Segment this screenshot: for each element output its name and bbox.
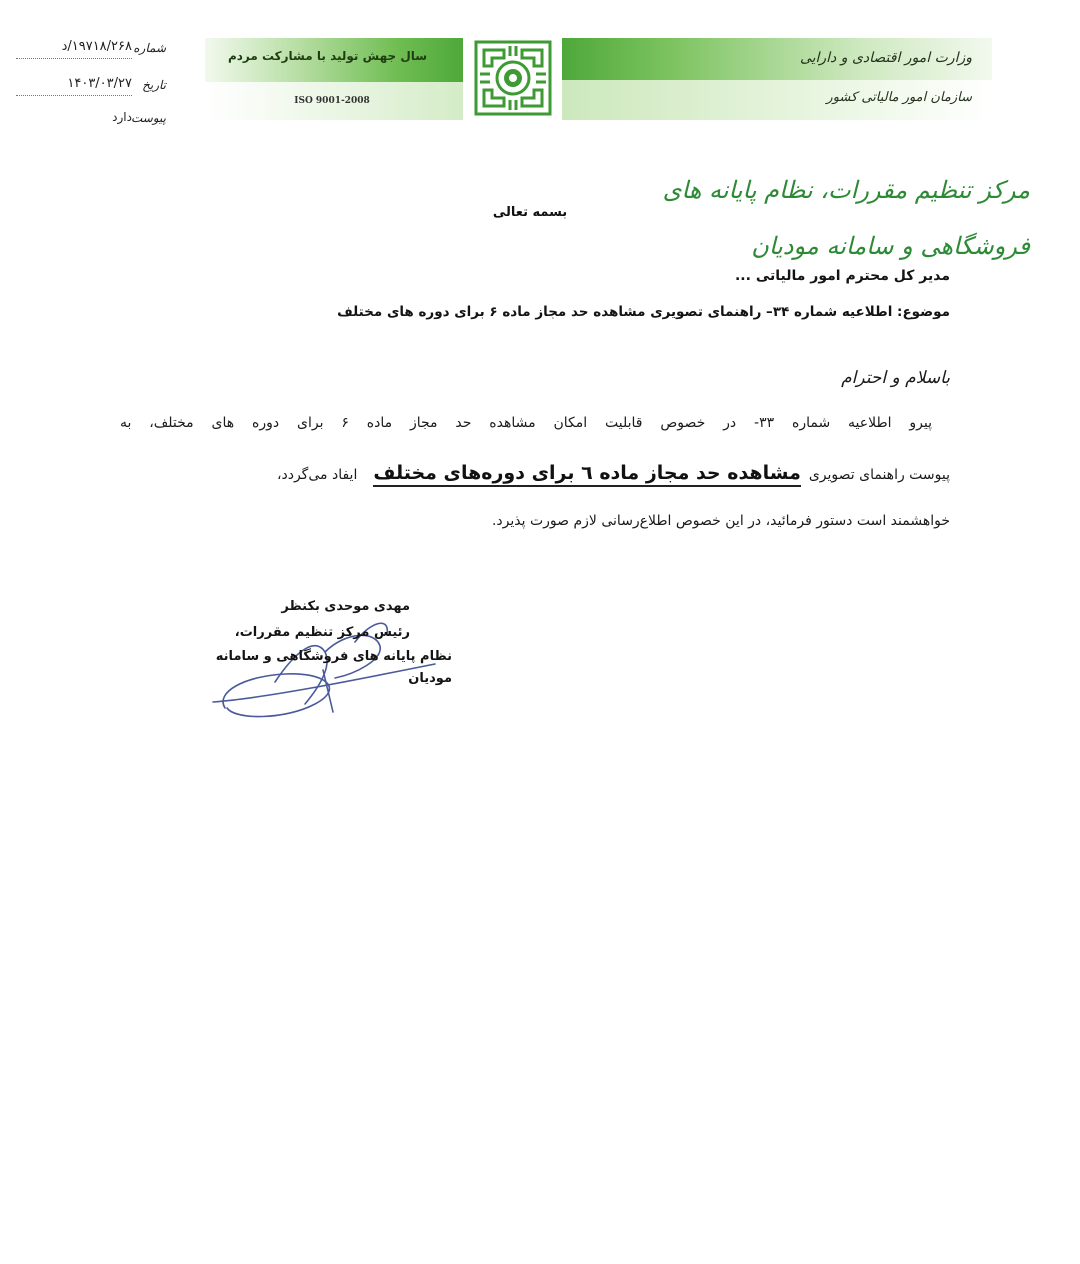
tax-organization-emblem-icon: [470, 36, 556, 120]
body-line-2-start: پیوست راهنمای تصویری: [808, 467, 950, 483]
attachment-label: پیوست: [131, 111, 166, 125]
center-title: مرکز تنظیم مقررات، نظام پایانه های فروشگاهی و سامانه مودیان: [662, 176, 1030, 260]
ministry-name: وزارت امور اقتصادی و دارایی: [799, 50, 972, 66]
organization-name: سازمان امور مالیاتی کشور: [826, 90, 972, 105]
date-label: تاریخ: [142, 78, 166, 92]
number-label: شماره: [133, 41, 166, 55]
signatory-title-1: رئیس مرکز تنظیم مقررات،: [234, 625, 410, 640]
body-line-1: پیرو اطلاعیه شماره ۳۳- در خصوص قابلیت امکان مشاهده حد مجاز ماده ۶ برای دوره های مختلف، به: [120, 415, 933, 431]
body-line-2: [120, 455, 950, 491]
greeting: باسلام و احترام: [841, 368, 950, 388]
body-line-2-end: ایفاد می‌گردد،: [276, 467, 358, 483]
iso-label: ISO 9001-2008: [294, 96, 370, 106]
highlighted-guide-title: مشاهده حد مجاز ماده ٦ برای دوره‌های مختلف: [373, 462, 801, 487]
attachment-value: دارد: [112, 110, 132, 124]
letter-date-row: [16, 73, 166, 97]
basmala: بسمه تعالی: [492, 205, 568, 220]
recipient: مدیر کل محترم امور مالیاتی ...: [734, 268, 950, 284]
body-line-3: خواهشمند است دستور فرمائید، در این خصوص اطلاع‌رسانی لازم صورت پذیرد.: [491, 513, 950, 529]
year-slogan: سال جهش تولید با مشارکت مردم: [227, 49, 428, 63]
signatory-name: مهدی موحدی بکنظر: [281, 599, 410, 614]
subject-line: موضوع: اطلاعیه شماره ۳۴– راهنمای تصویری مشاهده حد مجاز ماده ۶ برای دوره های مختلف: [337, 304, 950, 320]
signatory-title-2: نظام پایانه های فروشگاهی و سامانه مودیان: [215, 649, 452, 686]
letter-number-row: [16, 36, 166, 60]
number-value: ۱۹۷۱۸/۲۶۸/د: [16, 36, 132, 59]
letter-attachment-row: [16, 106, 166, 130]
date-value: ۱۴۰۳/۰۳/۲۷: [16, 73, 132, 96]
